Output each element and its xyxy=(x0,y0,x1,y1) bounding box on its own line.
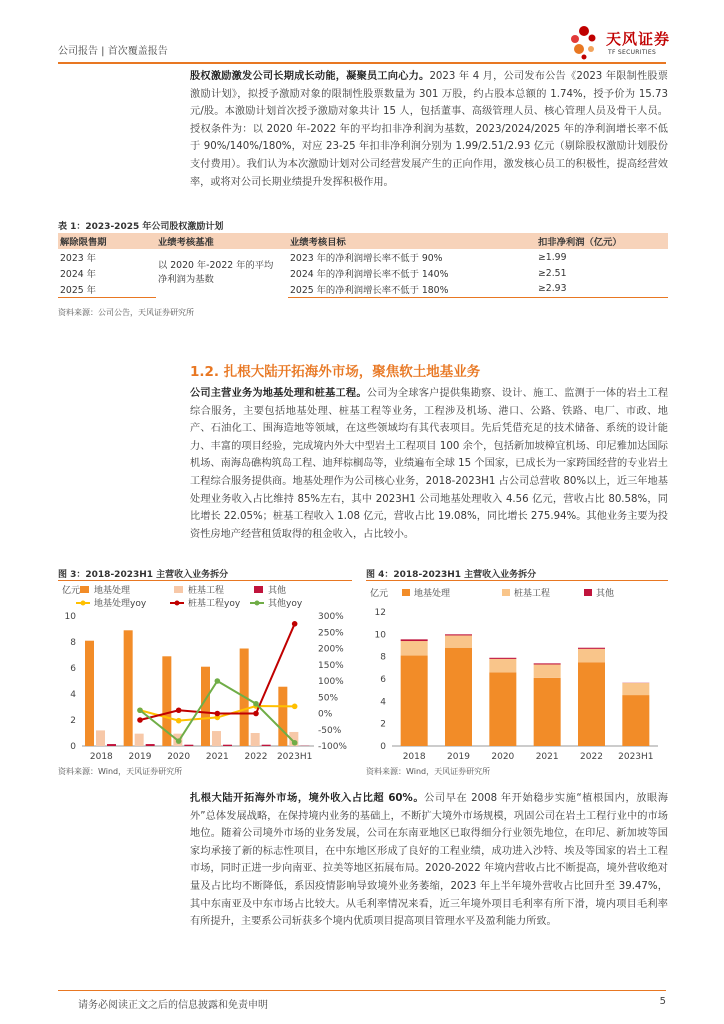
fig3-y-tick: 10 xyxy=(64,612,76,622)
fig4-bar-其他 xyxy=(401,639,428,641)
fig3-chart xyxy=(58,582,354,762)
table-header: 解除限售期 xyxy=(58,233,156,249)
fig3-bar-其他 xyxy=(146,744,155,746)
fig3-x-tick: 2023H1 xyxy=(276,752,313,762)
fig3-bar-其他 xyxy=(184,745,193,746)
fig3-point-桩基工程yoy xyxy=(215,711,221,717)
fig4-y-tick: 2 xyxy=(380,719,386,730)
fig4-bar-其他 xyxy=(578,648,605,649)
fig3-point-其他yoy xyxy=(292,740,298,746)
fig4-y-tick: 8 xyxy=(380,652,386,663)
header-divider xyxy=(58,62,666,64)
table-cell: ≥2.51 xyxy=(538,267,567,279)
table-header: 业绩考核目标 xyxy=(288,233,536,249)
fig4-legend-label: 其他 xyxy=(596,589,615,599)
page-number: 5 xyxy=(659,996,666,1007)
fig4-legend-swatch xyxy=(584,589,592,596)
table1-title: 表 1：2023-2025 年公司股权激励计划 xyxy=(58,222,224,232)
fig4-bar-地基处理 xyxy=(622,695,649,746)
fig3-unit-label: 亿元 xyxy=(62,586,81,596)
fig3-point-桩基工程yoy xyxy=(176,707,182,713)
table-cell: 2023 年的净利润增长率不低于 90% xyxy=(290,253,443,264)
overseas-text: 公司早在 2008 年开始稳步实施“植根国内，放眼海外”总体发展战略，在保持境内业务的基础上，不断扩大境外市场规模，巩固公司在岩土工程行业中的市场地位。随着公司境外市场的业务发展，公司在东南亚地区已取得细分行业领先地位，在印尼、新加坡等国家均承接了新的标志性项目，在中东地区形成了良好的工程业绩，成功进入沙特、埃及等国家的岩土工程市场，同时正进一步向南亚、拉美等地区拓展布局。2020-2022 年境内营收占比不断提高，境外营收绝对量及占比均不断降低，系因疫情影响导致境外业务萎缩，2023 年上半年境外营收占比回升至 39.47%，其中东南亚及中东市场占比较大。从毛利率情况来看，近三年境外项目毛利率有所下滑，境内项目毛利率有所提升，主要系公司斩获多个境内优质项目提高项目管理水平及盈利能力所致。 xyxy=(190,793,668,928)
fig3-point-其他yoy xyxy=(137,707,143,713)
fig3-source: 资料来源：Wind，天风证券研究所 xyxy=(58,767,183,776)
fig4-x-tick: 2022 xyxy=(580,752,603,762)
fig3-point-桩基工程yoy xyxy=(253,711,259,717)
fig4-y-tick: 12 xyxy=(374,608,386,618)
table-cell: 2024 年的净利润增长率不低于 140% xyxy=(290,269,449,280)
logo-name: 天风证券 xyxy=(606,30,671,48)
fig4-bar-桩基工程 xyxy=(622,683,649,695)
business-bold: 公司主营业务为地基处理和桩基工程。 xyxy=(190,388,367,399)
fig3-bar-桩基工程 xyxy=(212,731,221,746)
fig3-point-地基处理yoy xyxy=(176,718,182,724)
fig4-x-tick: 2018 xyxy=(402,752,426,762)
fig4-y-tick: 4 xyxy=(380,697,386,708)
fig3-bar-桩基工程 xyxy=(251,733,260,746)
fig3-bar-地基处理 xyxy=(124,630,133,746)
fig3-y2-tick: 150% xyxy=(318,660,344,671)
intro-paragraph xyxy=(190,68,668,191)
fig3-point-桩基工程yoy xyxy=(137,717,143,723)
logo-sub: TF SECURITIES xyxy=(608,49,657,56)
fig4-divider xyxy=(366,580,668,581)
intro-bold: 股权激励激发公司长期成长动能，凝聚员工向心力。 xyxy=(190,71,430,82)
fig4-bar-桩基工程 xyxy=(578,649,605,662)
table-header: 扣非净利润（亿元） xyxy=(536,233,668,249)
fig4-bar-桩基工程 xyxy=(445,635,472,647)
fig3-x-tick: 2022 xyxy=(244,752,268,762)
fig4-bar-地基处理 xyxy=(534,678,561,746)
business-paragraph xyxy=(190,385,668,543)
fig4-x-tick: 2023H1 xyxy=(618,752,654,762)
incentive-table xyxy=(58,233,668,298)
fig3-y2-tick: 300% xyxy=(318,612,344,622)
fig4-bar-桩基工程 xyxy=(489,659,516,672)
table-cell-benchmark: 以 2020 年-2022 年的平均净利润为基数 xyxy=(158,260,274,285)
fig3-bar-地基处理 xyxy=(201,667,210,746)
fig3-point-其他yoy xyxy=(176,738,182,744)
table-cell: 2025 年 xyxy=(58,281,156,297)
fig3-bar-地基处理 xyxy=(278,687,287,746)
fig3-legend-swatch xyxy=(254,586,263,593)
fig3-bar-其他 xyxy=(107,744,116,746)
fig4-legend-label: 桩基工程 xyxy=(514,589,551,599)
fig3-y-tick: 8 xyxy=(70,638,76,648)
fig4-bar-地基处理 xyxy=(445,648,472,746)
fig4-x-tick: 2021 xyxy=(535,752,559,762)
fig3-legend-marker xyxy=(81,601,86,606)
fig3-bar-其他 xyxy=(262,745,271,746)
overseas-paragraph xyxy=(190,790,668,931)
fig3-bar-地基处理 xyxy=(85,641,94,746)
fig3-x-tick: 2018 xyxy=(89,752,113,762)
overseas-bold: 扎根大陆开拓海外市场，境外收入占比超 60%。 xyxy=(190,793,425,804)
fig4-chart xyxy=(366,582,668,762)
fig4-y-tick: 6 xyxy=(380,675,386,685)
fig3-legend-swatch xyxy=(174,586,183,593)
fig4-x-tick: 2020 xyxy=(491,752,515,762)
fig4-legend-swatch xyxy=(502,589,510,596)
table-header-row xyxy=(58,233,668,249)
fig4-y-tick: 0 xyxy=(380,742,386,752)
footer-disclaimer: 请务必阅读正文之后的信息披露和免责申明 xyxy=(78,1000,268,1011)
fig3-divider xyxy=(58,580,352,581)
fig3-legend-marker xyxy=(255,601,260,606)
table-header: 业绩考核基准 xyxy=(156,233,288,249)
fig4-bar-其他 xyxy=(489,658,516,659)
table-row xyxy=(58,281,668,297)
table-cell: ≥2.93 xyxy=(536,281,668,297)
fig4-bar-桩基工程 xyxy=(401,641,428,656)
fig3-legend-swatch xyxy=(80,586,89,593)
fig3-legend-label: 地基处理yoy xyxy=(94,599,147,609)
fig3-point-桩基工程yoy xyxy=(292,621,298,627)
fig3-legend-label: 其他 xyxy=(268,586,287,596)
table-cell: 2023 年 xyxy=(60,253,96,264)
fig4-bar-桩基工程 xyxy=(534,664,561,677)
table-row xyxy=(58,249,668,265)
fig3-point-其他yoy xyxy=(215,678,221,684)
footer-divider xyxy=(58,990,666,991)
business-text: 公司为全球客户提供集勘察、设计、施工、监测于一体的岩土工程综合服务，主要包括地基处理、桩基工程等业务，工程涉及机场、港口、公路、铁路、电厂、市政、地产、石油化工、围海造地等领域，在这些领域均有其代表项目。先后凭借充足的技术储备、系统的设计能力、丰富的项目经验，完成境内外大中型岩土工程项目 100 余个，包括新加坡樟宜机场、印尼雅加达国际机场、南海岛礁构筑岛工程、迪拜棕榈岛等，业绩遍布全球 15 个国家，已成长为一家跨国经营的专业岩土工程综合服务提供商。地基处理作为公司核心业务，2018-2023H1 占公司总营收 80%以上，近三年地基处理业务收入占比维持 85%左右，其中 2023H1 公司地基处理收入 4.56 亿元，营收占比 80.58%，同比增长 22.05%；桩基工程收入 1.08 亿元，营收占比 19.08%，同比增长 275.94%。其他业务主要为投资性房地产经营租赁取得的租金收入，占比较小。 xyxy=(190,388,669,540)
fig3-point-其他yoy xyxy=(253,701,259,707)
fig4-legend-swatch xyxy=(402,589,410,596)
fig4-bar-其他 xyxy=(445,634,472,635)
logo-flower-icon xyxy=(566,22,602,60)
fig3-y-tick: 0 xyxy=(70,742,76,752)
fig4-bar-地基处理 xyxy=(401,656,428,746)
fig4-y-tick: 10 xyxy=(374,630,386,641)
fig3-y-tick: 4 xyxy=(70,690,76,700)
fig3-x-tick: 2021 xyxy=(205,752,229,762)
table-row xyxy=(58,265,668,281)
fig3-legend-label: 其他yoy xyxy=(268,599,303,609)
fig3-title: 图 3：2018-2023H1 主营收入业务拆分 xyxy=(58,570,229,580)
fig4-bar-其他 xyxy=(534,663,561,664)
fig3-y2-tick: 250% xyxy=(318,628,344,639)
fig3-y2-tick: 200% xyxy=(318,644,344,655)
fig3-y2-tick: 0% xyxy=(318,709,333,720)
intro-text: 2023 年 4 月，公司发布公告《2023 年限制性股票激励计划》，拟授予激励对象的限制性股票数量为 301 万股，约占股本总额的 1.74%，授予价为 15.73 元/股。本激励计划首次授予激励对象共计 15 人，包括董事、高级管理人员、核心管理人员及骨干人员。授权条件为：以 2020 年-2022 年的平均扣非净利润为基数，2023/2024/2025 年的净利润增长率不低于 90%/140%/180%，对应 23-25 年扣非净利润分别为 1.99/2.51/2.93 亿元（剔除股权激励计划股份支付费用）。我们认为本次激励计划对公司经营发展产生的正向作用，激发核心员工的积极性，提高经营效率，或将对公司长期业绩提升发挥积极作用。 xyxy=(190,71,668,188)
fig4-bar-地基处理 xyxy=(489,672,516,746)
fig3-y2-tick: -50% xyxy=(318,725,342,736)
fig3-x-tick: 2020 xyxy=(167,752,191,762)
report-header-label: 公司报告 | 首次覆盖报告 xyxy=(58,46,168,57)
fig4-source: 资料来源：Wind，天风证券研究所 xyxy=(366,767,491,776)
table-cell: 2024 年 xyxy=(60,269,96,280)
fig3-bar-桩基工程 xyxy=(96,730,105,746)
fig3-y-tick: 6 xyxy=(70,664,76,674)
table-cell: ≥1.99 xyxy=(538,251,567,263)
fig3-y2-tick: 100% xyxy=(318,677,344,687)
fig4-legend-label: 地基处理 xyxy=(414,589,451,599)
fig4-bar-地基处理 xyxy=(578,662,605,746)
fig3-y2-tick: -100% xyxy=(318,742,347,752)
fig3-y-tick: 2 xyxy=(70,716,76,726)
fig3-legend-label: 桩基工程yoy xyxy=(188,599,241,609)
fig4-x-tick: 2019 xyxy=(447,752,470,762)
fig3-legend-label: 地基处理 xyxy=(94,586,131,596)
fig4-unit-label: 亿元 xyxy=(370,589,389,599)
table1-source: 资料来源：公司公告，天风证券研究所 xyxy=(58,308,194,317)
section-title: 1.2. 扎根大陆开拓海外市场，聚焦软土地基业务 xyxy=(190,364,481,380)
fig3-bar-桩基工程 xyxy=(135,734,144,746)
tf-securities-logo xyxy=(566,22,686,62)
fig3-legend-label: 桩基工程 xyxy=(188,586,225,596)
fig3-legend-marker xyxy=(175,601,180,606)
fig3-bar-其他 xyxy=(223,745,232,746)
fig3-point-地基处理yoy xyxy=(292,704,298,710)
table-cell: 2025 年的净利润增长率不低于 180% xyxy=(288,281,536,297)
fig4-title: 图 4：2018-2023H1 主营收入业务拆分 xyxy=(366,570,537,580)
fig3-x-tick: 2019 xyxy=(128,752,152,762)
fig3-y2-tick: 50% xyxy=(318,693,339,704)
